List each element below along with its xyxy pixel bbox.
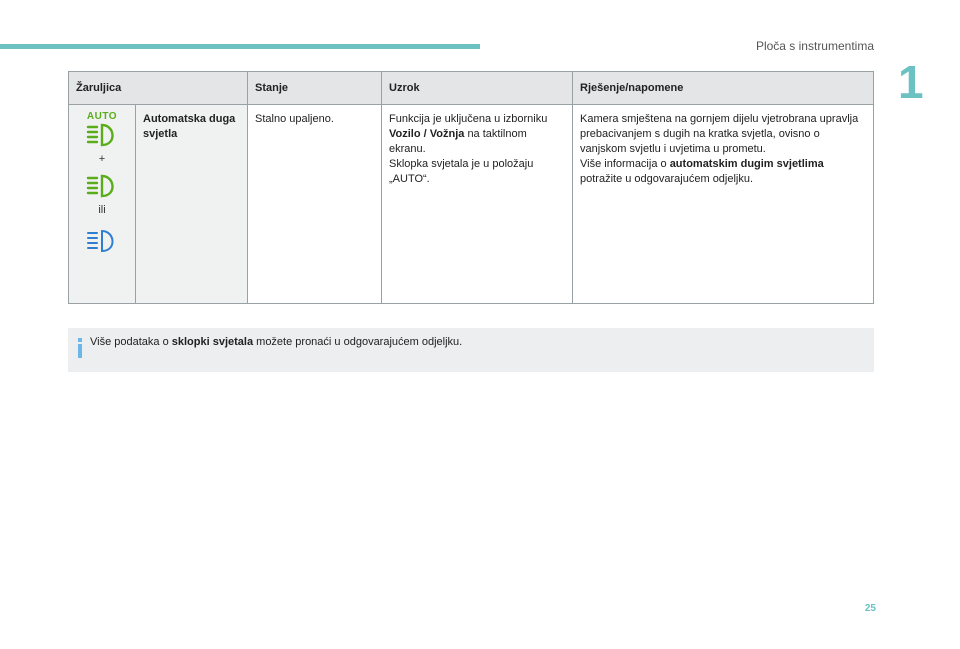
lamp-name: Automatska duga svjetla [136, 105, 248, 304]
chapter-title: Ploča s instrumentima [755, 39, 874, 53]
lamp-cause: Funkcija je uključena u izborniku Vozilo / Vožnja na taktilnom ekranu. Sklopka svjetala je u položaju „AUTO“. [382, 105, 573, 304]
header-state: Stanje [248, 72, 382, 105]
menu-path: Vozilo / Vožnja [389, 128, 465, 140]
auto-high-beam-green-icon [85, 122, 119, 148]
solution-reference: automatskim dugim svjetlima [669, 158, 824, 170]
lamp-solution: Kamera smještena na gornjem dijelu vjetrobrana upravlja prebacivanjem s dugih na kratka svjetla, ovisno o vanjskom svjetlu i uvjetima u prometu. Više informacija o automatskim dugim svjetlima potražite u odgovarajućem odjeljku. [573, 105, 874, 304]
lamp-icons-cell [69, 105, 136, 304]
auto-label: AUTO [86, 111, 118, 122]
header-lamp: Žaruljica [69, 72, 248, 105]
high-beam-green-icon [85, 173, 119, 199]
high-beam-blue-icon [85, 228, 119, 254]
table-header-row [69, 72, 874, 105]
table-row [69, 105, 874, 304]
note-reference: sklopki svjetala [171, 336, 254, 348]
or-separator: ili [98, 204, 106, 216]
header-cause: Uzrok [382, 72, 573, 105]
lamp-state: Stalno upaljeno. [248, 105, 382, 304]
info-note: Više podataka o sklopki svjetala možete pronaći u odgovarajućem odjeljku. [68, 328, 874, 372]
info-icon [76, 338, 84, 358]
cause-switch-position: Sklopka svjetala je u položaju „AUTO“. [389, 158, 534, 185]
chapter-accent-bar [0, 44, 480, 49]
solution-text: Kamera smještena na gornjem dijelu vjetrobrana upravlja prebacivanjem s dugih na kratka svjetla, ovisno o vanjskom svjetlu i uvjetima u prometu. [580, 113, 859, 155]
chapter-number: 1 [898, 56, 924, 108]
page-number: 25 [864, 603, 876, 614]
header-solution: Rješenje/napomene [573, 72, 874, 105]
warning-lamp-table [68, 71, 874, 304]
plus-separator: + [98, 153, 106, 165]
